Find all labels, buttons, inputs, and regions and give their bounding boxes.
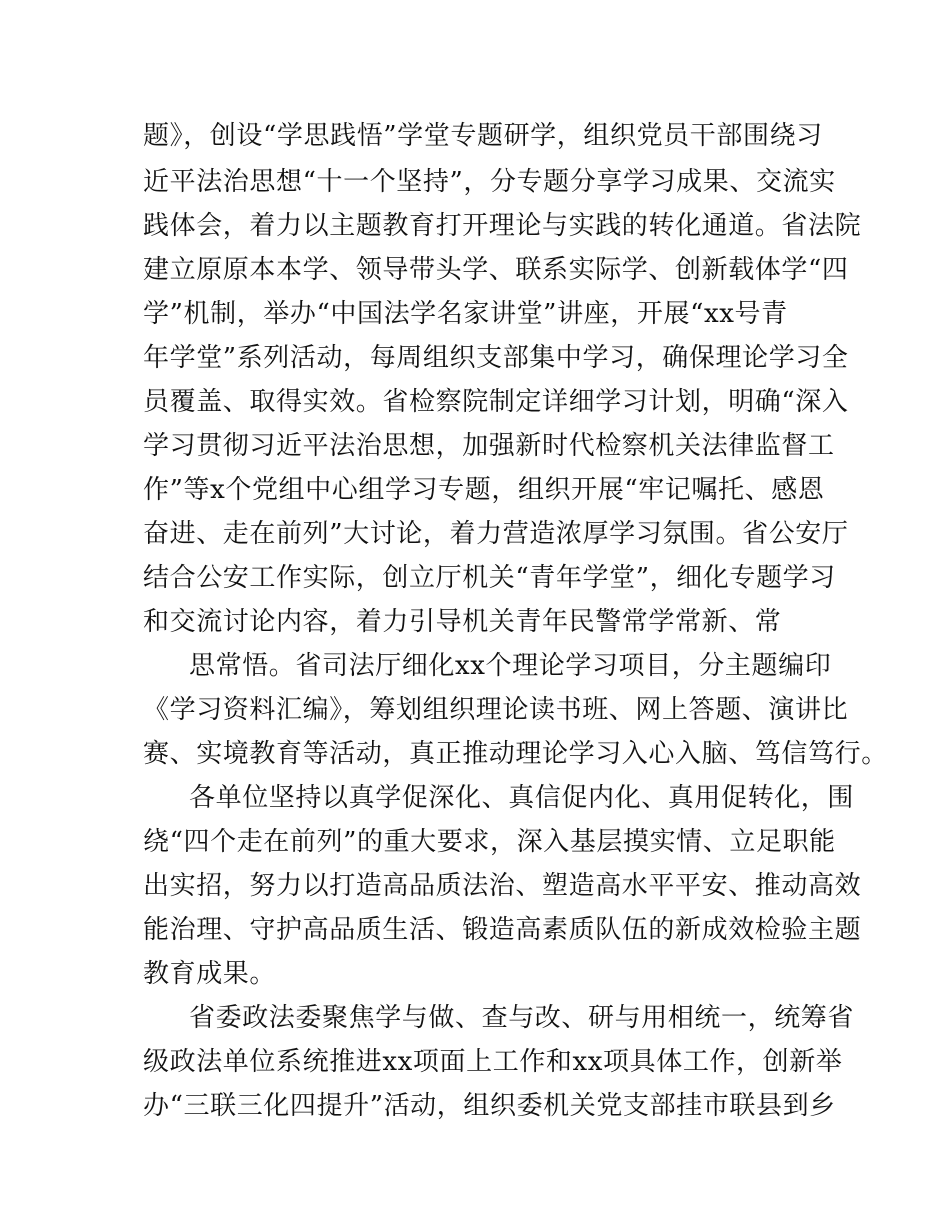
text-line: 学”机制，举办“中国法学名家讲堂”讲座，开展“xx号青	[143, 299, 788, 329]
text-line: 教育成果。	[143, 959, 277, 989]
text-line: 员覆盖、取得实效。省检察院制定详细学习计划，明确“深入	[143, 387, 849, 417]
text-line: 办“三联三化四提升”活动，组织委机关党支部挂市联县到乡	[143, 1091, 836, 1121]
text-line: 践体会，着力以主题教育打开理论与实践的转化通道。省法院	[143, 211, 862, 241]
text-line: 省委政法委聚焦学与做、查与改、研与用相统一，统筹省	[189, 1003, 855, 1033]
text-line: 出实招，努力以打造高品质法治、塑造高水平平安、推动高效	[143, 871, 862, 901]
text-line: 思常悟。省司法厅细化xx个理论学习项目，分主题编印	[189, 651, 832, 681]
text-line: 赛、实境教育等活动，真正推动理论学习入心入脑、笃信笃行。	[143, 739, 888, 769]
text-line: 题》，创设“学思践悟”学堂专题研学，组织党员干部围绕习	[143, 121, 823, 151]
text-line: 学习贯彻习近平法治思想，加强新时代检察机关法律监督工	[143, 431, 835, 461]
text-line: 级政法单位系统推进xx项面上工作和xx项具体工作，创新举	[143, 1047, 843, 1077]
text-line: 各单位坚持以真学促深化、真信促内化、真用促转化，围	[189, 783, 855, 813]
text-line: 能治理、守护高品质生活、锻造高素质队伍的新成效检验主题	[143, 915, 862, 945]
text-line: 作”等x个党组中心组学习专题，组织开展“牢记嘱托、感恩	[143, 475, 825, 505]
text-line: 奋进、走在前列”大讨论，着力营造浓厚学习氛围。省公安厅	[143, 519, 849, 549]
text-line: 结合公安工作实际，创立厅机关“青年学堂”，细化专题学习	[143, 563, 836, 593]
text-line: 《学习资料汇编》，筹划组织理论读书班、网上答题、演讲比	[143, 695, 849, 725]
text-line: 建立原原本本学、领导带头学、联系实际学、创新载体学“四	[143, 255, 849, 285]
text-line: 绕“四个走在前列”的重大要求，深入基层摸实情、立足职能	[143, 827, 836, 857]
text-line: 和交流讨论内容，着力引导机关青年民警常学常新、常	[143, 607, 782, 637]
text-line: 年学堂”系列活动，每周组织支部集中学习，确保理论学习全	[143, 343, 849, 373]
text-line: 近平法治思想“十一个坚持”，分专题分享学习成果、交流实	[143, 167, 836, 197]
